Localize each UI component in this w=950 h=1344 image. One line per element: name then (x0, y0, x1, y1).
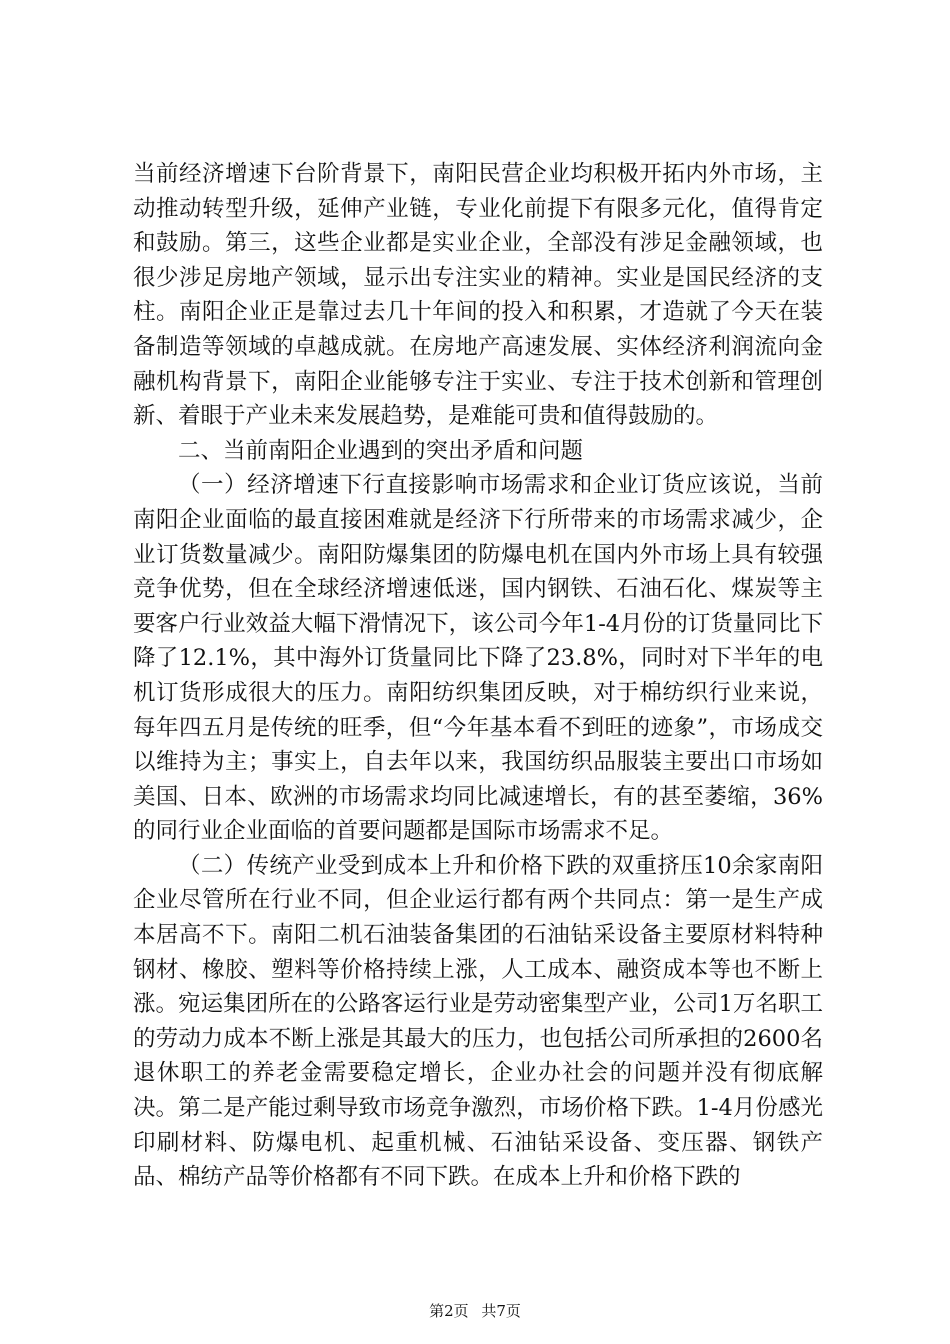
page-total: 共7页 (481, 1302, 521, 1320)
section-heading: 二、当前南阳企业遇到的突出矛盾和问题 (178, 437, 584, 464)
document-body (133, 157, 823, 1195)
body-paragraph-market-demand: （一）经济增速下行直接影响市场需求和企业订货应该说，当前南阳企业面临的最直接困难就是经济下行所带来的市场需求减少，企业订货数量减少。南阳防爆集团的防爆电机在国内外市场上具有较强竞争优势，但在全球经济增速低迷，国内钢铁、石油石化、煤炭等主要客户行业效益大幅下滑情况下，该公司今年1-4月份的订货量同比下降了12.1%，其中海外订货量同比下降了23.8%，同时对下半年的电机订货形成很大的压力。南阳纺织集团反映，对于棉纺织行业来说，每年四五月是传统的旺季，但“今年基本看不到旺的迹象”，市场成交以维持为主；事实上，自去年以来，我国纺织品服装主要出口市场如美国、日本、欧洲的市场需求均同比减速增长，有的甚至萎缩，36%的同行业企业面临的首要问题都是国际市场需求不足。 (133, 472, 823, 845)
page-footer (0, 1300, 950, 1321)
body-paragraph-cost-pressure: （二）传统产业受到成本上升和价格下跌的双重挤压10余家南阳企业尽管所在行业不同，但企业运行都有两个共同点：第一是生产成本居高不下。南阳二机石油装备集团的石油钻采设备主要原材料特种钢材、橡胶、塑料等价格持续上涨，人工成本、融资成本等也不断上涨。宛运集团所在的公路客运行业是劳动密集型产业，公司1万名职工的劳动力成本不断上涨是其最大的压力，也包括公司所承担的2600名退休职工的养老金需要稳定增长，企业办社会的问题并没有彻底解决。第二是产能过剩导致市场竞争激烈，市场价格下跌。1-4月份感光印刷材料、防爆电机、起重机械、石油钻采设备、变压器、钢铁产品、棉纺产品等价格都有不同下跌。在成本上升和价格下跌的 (133, 852, 823, 1191)
body-paragraph-continuation: 当前经济增速下台阶背景下，南阳民营企业均积极开拓内外市场，主动推动转型升级，延伸产业链，专业化前提下有限多元化，值得肯定和鼓励。第三，这些企业都是实业企业，全部没有涉足金融领域，也很少涉足房地产领域，显示出专注实业的精神。实业是国民经济的支柱。南阳企业正是靠过去几十年间的投入和积累，才造就了今天在装备制造等领域的卓越成就。在房地产高速发展、实体经济利润流向金融机构背景下，南阳企业能够专注于实业、专注于技术创新和管理创新、着眼于产业未来发展趋势，是难能可贵和值得鼓励的。 (133, 161, 823, 430)
page-number: 第2页 (429, 1302, 469, 1320)
